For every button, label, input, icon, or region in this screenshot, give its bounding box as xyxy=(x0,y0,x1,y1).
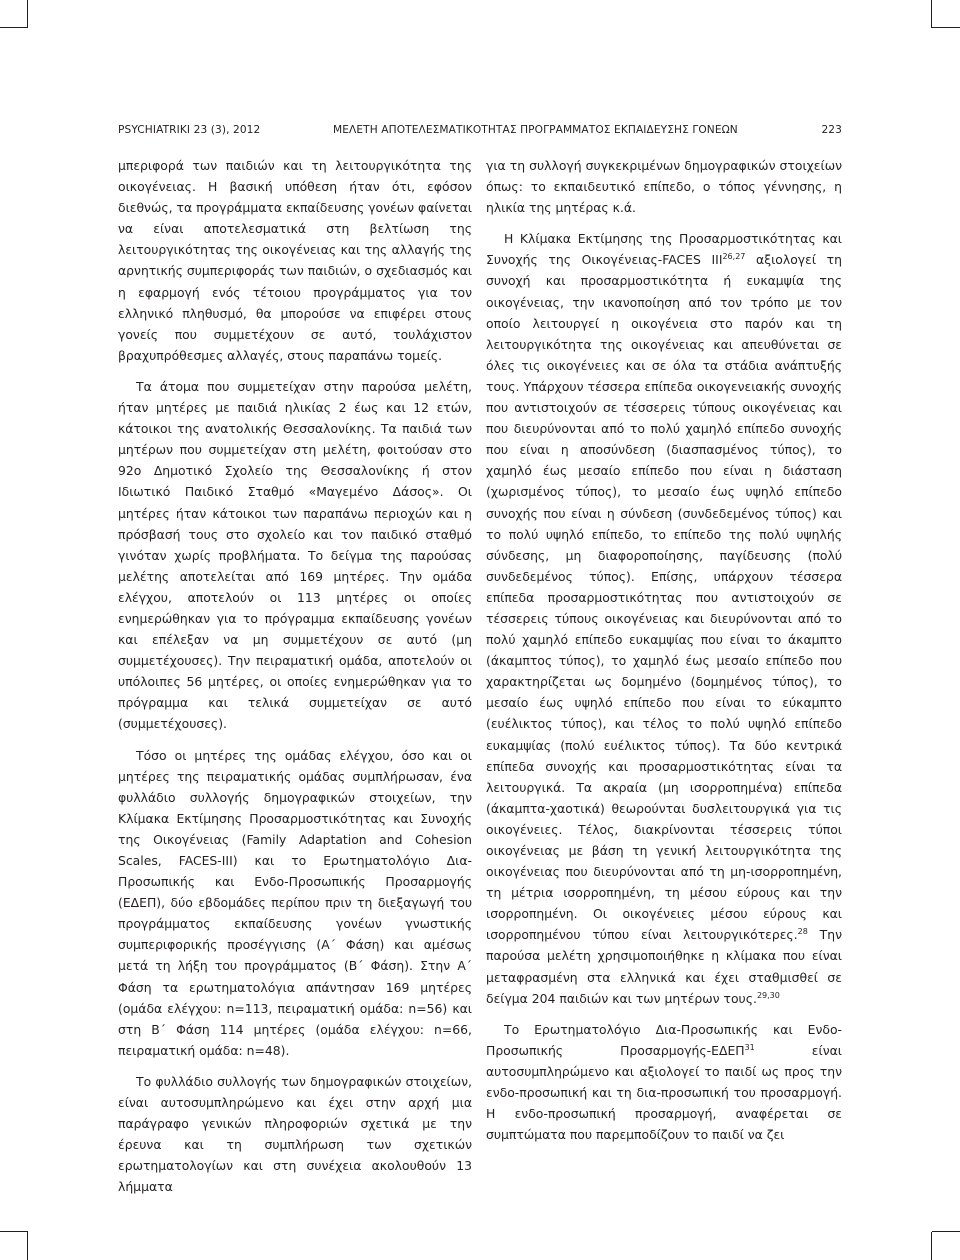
citation-superscript: 26,27 xyxy=(722,252,746,262)
paragraph-text: Την παρούσα μελέτη χρησιμοποιήθηκε η κλίμακα που είναι μεταφρασμένη στα ελληνικά και έχει σταθμισθεί σε δείγμα 204 παιδιών και των μητέρων τους. xyxy=(486,927,842,1006)
paragraph-text: Η Κλίμακα Εκτίμησης της Προσαρμοστικότητας και Συνοχής της Οικογένειας-FACES III xyxy=(486,231,842,268)
paragraph: Το φυλλάδιο συλλογής των δημογραφικών στοιχείων, είναι αυτοσυμπληρώμενο και έχει στην αρχή μια παράγραφο γενικών πληροφοριών σχετικά με την έρευνα και τη συμπλήρωση των σχετικών ερωτηματολογίων και στη συνέχεια ακολουθούν 13 λήμματα xyxy=(118,1073,472,1195)
left-column xyxy=(118,155,472,1198)
paragraph-text: Το Ερωτηματολόγιο Δια-Προσωπικής και Ενδο-Προσωπικής Προσαρμογής-ΕΔΕΠ xyxy=(486,1021,842,1058)
crop-mark-right-top xyxy=(932,27,960,28)
journal-name: PSYCHIATRIKI 23 (3), 2012 xyxy=(118,124,261,136)
crop-mark-bottom-right xyxy=(931,1232,932,1260)
paragraph xyxy=(486,228,842,1008)
right-column xyxy=(486,155,842,1145)
crop-mark-top-left xyxy=(27,0,28,28)
crop-mark-bottom-left xyxy=(27,1232,28,1260)
crop-mark-left-bottom xyxy=(0,1231,28,1232)
citation-superscript: 29,30 xyxy=(756,990,780,1000)
crop-mark-top-right xyxy=(931,0,932,28)
running-title: ΜΕΛΕΤΗ ΑΠΟΤΕΛΕΣΜΑΤΙΚΟΤΗΤΑΣ ΠΡΟΓΡΑΜΜΑΤΟΣ ΕΚΠΑΙΔΕΥΣΗΣ ΓΟΝΕΩΝ xyxy=(333,124,738,136)
paragraph: Τα άτομα που συμμετείχαν στην παρούσα μελέτη, ήταν μητέρες με παιδιά ηλικίας 2 έως και 12 ετών, κάτοικοι της ανατολικής Θεσσαλονίκης. Τα παιδιά των μητέρων που συμμετείχαν στη μελέτη, φοιτούσαν στο 92ο Δημοτικό Σχολείο της Θεσσαλονίκης ή στον Ιδιωτικό Παιδικό Σταθμό «Μαγεμένο Δάσος». Οι μητέρες ήταν κάτοικοι των παραπάνω περιοχών και η πρόσβασή τους στο σχολείο και τον παιδικό σταθμό γινόταν χωρίς προβλήματα. Το δείγμα της παρούσας μελέτης αποτελείται από 169 μητέρες. Την ομάδα ελέγχου, αποτελούν οι 113 μητέρες οι οποίες ενημερώθηκαν για το πρόγραμμα εκπαίδευσης γονέων και επέλεξαν να μη συμμετέχουν σε αυτό (μη συμμετέχουσες). Την πειραματική ομάδα, αποτελούν οι υπόλοιπες 56 μητέρες, οι οποίες ενημερώθηκαν για το πρόγραμμα και τελικά συμμετείχαν σε αυτό (συμμετέχουσες). xyxy=(118,378,472,732)
paragraph-text: αξιολογεί τη συνοχή και προσαρμοστικότητα ή ευκαμψία της οικογένειας, την ικανοποίηση από τον τρόπο με τον οποίο λειτουργεί η οικογένεια στο παρόν και τη λειτουργικότητα της οικογένειας και απευθύνεται σε όλες τις οικογένειες και σε όλα τα στάδια ανάπτυξής τους. Υπάρχουν τέσσερα επίπεδα οικογενειακής συνοχής που αντιστοιχούν σε τέσσερεις τύπους οικογένειας και που διευρύνονται από το πολύ χαμηλό επίπεδο συνοχής που είναι η αποσύνδεση (διασπασμένος τύπος), το χαμηλό έως μεσαίο επίπεδο που είναι η διάσταση (χωρισμένος τύπος), το μεσαίο έως υψηλό επίπεδο συνοχής που είναι η σύνδεση (συνδεδεμένος τύπος) και το πολύ υψηλό επίπεδο, το επίπεδο της πολύ υψηλής σύνδεσης, μη διαφοροποίησης, παγίδευσης (πολύ συνδεδεμένος τύπος). Επίσης, υπάρχουν τέσσερα επίπεδα προσαρμοστικότητας που αντιστοιχούν σε τέσσερεις τύπους οικογένειας και διευρύνονται από το πολύ χαμηλό επίπεδο ευκαμψίας που είναι το άκαμπτο (άκαμπτος τύπος), το χαμηλό έως μεσαίο επίπεδο που χαρακτηρίζεται ως δομημένο (δομημένος τύπος), το μεσαίο έως υψηλό επίπεδο που είναι το εύκαμπτο (ευέλικτος τύπος), και τέλος το πολύ υψηλό επίπεδο ευκαμψίας (πολύ ευέλικτος τύπος). Τα δύο κεντρικά επίπεδα συνοχής και προσαρμοστικότητας είναι τα λειτουργικά. Τα ακραία (μη ισορροπημένα) επίπεδα (άκαμπτα-χαοτικά) θεωρούνται δυσλειτουργικά για τις οικογένειες. Τέλος, διακρίνονται τέσσερεις τύποι οικογένειας με βάση τη γενική λειτουργικότητα της οικογένειας που διευρύνονται από τη μη-ισορροπημένη, τη μέτρια ισορροπημένη, τη μέσου εύρους και την ισορροπημένη. Οι οικογένειες μέσου εύρους και ισορροπημένου τύπου είναι λειτουργικότερες. xyxy=(486,252,842,943)
citation-superscript: 28 xyxy=(797,927,808,937)
page-number: 223 xyxy=(821,124,842,136)
running-header xyxy=(118,124,842,140)
citation-superscript: 31 xyxy=(744,1042,755,1052)
paragraph: Τόσο οι μητέρες της ομάδας ελέγχου, όσο και οι μητέρες της πειραματικής ομάδας συμπλήρωσαν, ένα φυλλάδιο συλλογής δημογραφικών στοιχείων, την Κλίμακα Εκτίμησης Προσαρμοστικότητας και Συνοχής της Οικογένειας (Family Adaptation and Cohesion Scales, FACES-III) και το Ερωτηματολόγιο Δια-Προσωπικής και Ενδο-Προσωπικής Προσαρμογής (ΕΔΕΠ), δύο εβδομάδες περίπου πριν τη διεξαγωγή του προγράμματος εκπαίδευσης γονέων γνωστικής συμπεριφορικής προσέγγισης (Α΄ Φάση) και αμέσως μετά τη λήξη του προγράμματος (Β΄ Φάση). Στην Α΄ Φάση τα ερωτηματολόγια απάντησαν 169 μητέρες (ομάδα ελέγχου: n=113, πειραματική ομάδα: n=56) και στη Β΄ Φάση 114 μητέρες (ομάδα ελέγχου: n=66, πειραματική ομάδα: n=48). xyxy=(118,747,472,1058)
paragraph: μπεριφορά των παιδιών και τη λειτουργικότητα της οικογένειας. Η βασική υπόθεση ήταν ότι, εφόσον διεθνώς, τα προγράμματα εκπαίδευσης γονέων φαίνεται να είναι αποτελεσματικά στη βελτίωση της λειτουργικότητας της οικογένειας και της αλλαγής της αρνητικής συμπεριφοράς των παιδιών, ο σχεδιασμός και η εφαρμογή ενός τέτοιου προγράμματος για τον ελληνικό πληθυσμό, θα μπορούσε να επιφέρει στους γονείς που συμμετέχουν σε αυτό, τουλάχιστον βραχυπρόθεσμες αλλαγές, στους παραπάνω τομείς. xyxy=(118,158,472,363)
paragraph xyxy=(486,1019,842,1146)
paragraph: για τη συλλογή συγκεκριμένων δημογραφικών στοιχείων όπως: το εκπαιδευτικό επίπεδο, ο τόπος γέννησης, η ηλικία της μητέρας κ.ά. xyxy=(486,158,842,216)
crop-mark-left-top xyxy=(0,27,28,28)
crop-mark-right-bottom xyxy=(932,1231,960,1232)
paragraph-text: είναι αυτοσυμπληρώμενο και αξιολογεί το παιδί ως προς την ενδο-προσωπική και τη δια-προσωπική του προσαρμογή. Η ενδο-προσωπική προσαρμογή, αναφέρεται σε συμπτώματα που παρεμποδίζουν το παιδί να ζει xyxy=(486,1042,842,1143)
